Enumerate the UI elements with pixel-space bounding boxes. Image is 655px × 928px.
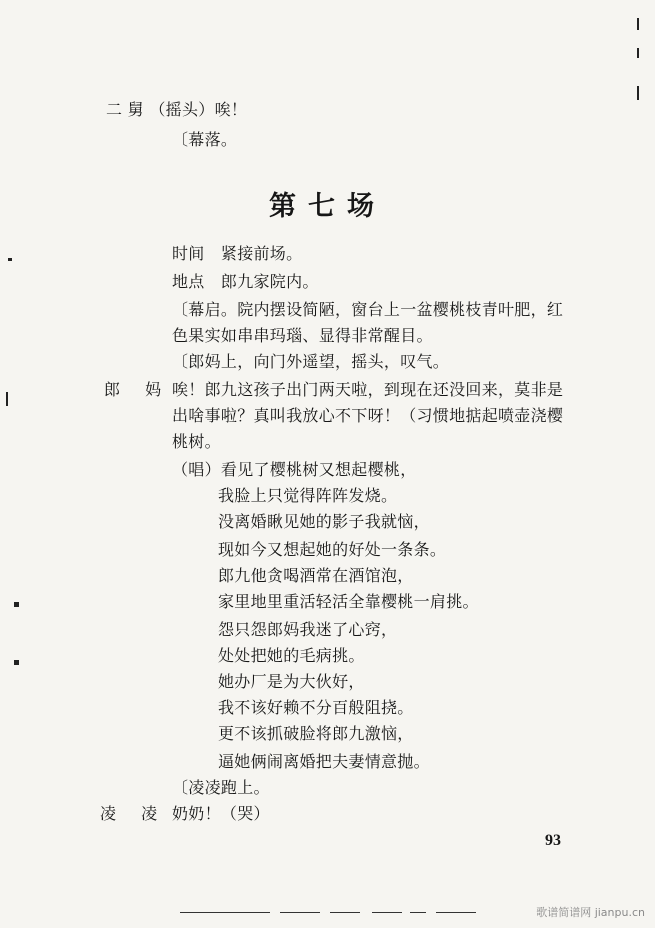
scan-mark-left-1: [8, 258, 12, 261]
speaker-langma: 郎 妈: [104, 380, 172, 399]
scene-title: 第七场: [269, 191, 386, 222]
song-line-11: 更不该抓破脸将郎九激恼，: [218, 724, 414, 743]
scan-mark-left-3: [14, 602, 19, 607]
stage-direction-curtain-rises: 〔幕启。院内摆设简陋，窗台上一盆樱桃枝青叶肥，红: [172, 300, 564, 319]
speaker-lingling: 凌 凌: [100, 804, 168, 823]
scan-mark-right-1: [637, 48, 639, 58]
scan-mark-right-2: [637, 86, 639, 100]
scan-mark-left-2: [6, 392, 8, 406]
bottom-rule-4: [372, 912, 402, 913]
stage-place: 地点 郎九家院内。: [172, 272, 319, 291]
scan-mark-left-4: [14, 660, 19, 665]
bottom-rule-1: [180, 912, 270, 913]
stage-time: 时间 紧接前场。: [172, 244, 303, 263]
song-line-4: 现如今又想起她的好处一条条。: [218, 540, 447, 559]
stage-direction-continued: 色果实如串串玛瑙、显得非常醒目。: [172, 326, 433, 345]
song-line-9: 她办厂是为大伙好，: [218, 672, 365, 691]
song-line-1: （唱）看见了樱桃树又想起樱桃，: [172, 460, 417, 479]
dialogue-langma-3: 桃树。: [172, 432, 221, 451]
song-line-3: 没离婚瞅见她的影子我就恼，: [218, 512, 430, 531]
song-line-10: 我不该好赖不分百般阻挠。: [218, 698, 414, 717]
dialogue-langma-2: 出啥事啦？真叫我放心不下呀！（习惯地掂起喷壶浇樱: [172, 406, 564, 425]
dialogue-langma-1: 唉！郎九这孩子出门两天啦，到现在还没回来，莫非是: [172, 380, 564, 399]
dialogue-lingling: 奶奶！（哭）: [172, 804, 270, 823]
stage-direction-langma-enters: 〔郎妈上，向门外遥望，摇头，叹气。: [172, 352, 450, 371]
song-line-2: 我脸上只觉得阵阵发烧。: [218, 486, 398, 505]
bottom-rule-2: [280, 912, 320, 913]
song-line-5: 郎九他贪喝酒常在酒馆泡，: [218, 566, 414, 585]
song-line-7: 怨只怨郎妈我迷了心窍，: [218, 620, 398, 639]
scan-mark-top-right: [637, 18, 639, 30]
dialogue-line-erjiu: 二 舅 （摇头）唉！: [106, 100, 248, 119]
stage-direction-curtain-falls: 〔幕落。: [172, 130, 238, 149]
bottom-rule-6: [436, 912, 476, 913]
song-line-6: 家里地里重活轻活全靠樱桃一肩挑。: [218, 592, 479, 611]
song-line-8: 处处把她的毛病挑。: [218, 646, 365, 665]
watermark: 歌谱简谱网 jianpu.cn: [536, 906, 645, 919]
bottom-rule-3: [330, 912, 360, 913]
bottom-rule-5: [410, 912, 426, 913]
stage-direction-lingling-enters: 〔凌凌跑上。: [172, 778, 270, 797]
song-line-12: 逼她俩闹离婚把夫妻情意抛。: [218, 752, 430, 771]
page-number: 93: [545, 832, 561, 849]
